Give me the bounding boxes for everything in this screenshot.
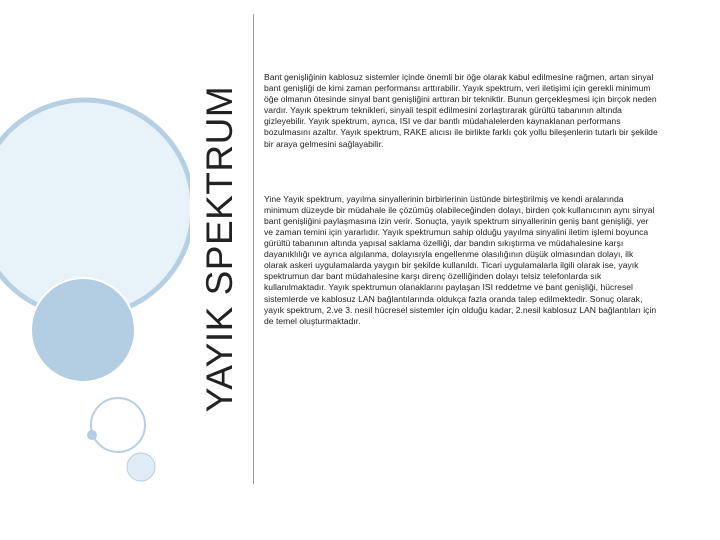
title-area (190, 14, 250, 484)
body-paragraph-1: Bant genişliğinin kablosuz sistemler içinde önemli bir öğe olarak kabul edilmesine rağmen, artan sinyal bant genişliği de kimi zaman performansı arttırabilir. Yayık spektrum, veri iletişimi için gerekli minimum öğe olmanın ötesinde sinyal bant genişliğini arttıran bir tekniktir. Bunun gerçekleşmesi için birçok neden vardır. Yayık spektrum teknikleri, sinyali tespit edilmesini zorlaştırarak gürültü tabanının altında gizleyebilir. Yayık spektrum, ayrıca, ISI ve dar bantlı müdahalelerden kaynaklanan performans bozulmasını azaltır. Yayık spektrum, RAKE alıcısı ile birlikte farklı çok yollu bileşenlerin tutarlı bir şekilde bir araya gelmesini sağlayabilir. (264, 72, 658, 149)
decor-circle-small (127, 453, 155, 481)
title-divider (253, 14, 254, 484)
body-paragraph-2: Yine Yayık spektrum, yayılma sinyallerinin birbirlerinin üstünde birleştirilmiş ve kendi aralarında minimum düzeyde bir müdahale ile çözümüş olabileceğinden dolayı, birden çok kullanıcının aynı sinyal bant genişliğini paylaşmasına izin verir. Sonuçta, yayık spektrum sinyallerinin geniş bant genişliği, yer ve zaman temini için yararlıdır. Yayık spektrumun sahip olduğu yayılma sinyalini iletim işlemi boyunca gürültü tabanının altında yapısal saklama özelliği, dar bandın sıkıştırma ve müdahalesine karşı dayanıklılığı ve ayrıca algılanma, dolayısıyla engellenme olasılığının düşük olmasından dolayı, ilk olarak askeri uygulamalarda yaygın bir şekilde kullanıldı. Ticari uygulamalarla ilgili olarak ise, yayık spektrumun dar bant müdahalesine karşı direnç özelliğinden dolayı telsiz telefonlarda sık kullanılmaktadır. Yayık spektrumun olanaklarını paylaşan ISI reddetme ve bant genişliği, hücresel sistemlerde ve kablosuz LAN bağlantılarında oldukça fazla oranda talep edilmektedir. Sonuç olarak, yayık spektrum, 2.ve 3. nesil hücresel sistemler için olduğu kadar, 2.nesil kablosuz LAN bağlantıları için de temel oluşturmaktadır. (264, 193, 657, 326)
slide-title: YAYIK SPEKTRUM (199, 85, 240, 413)
decorative-circles (0, 0, 190, 540)
decor-circle-small-ring (91, 398, 145, 452)
decor-dot (87, 430, 97, 440)
slide-body (264, 72, 658, 327)
decor-circle-medium (31, 278, 135, 382)
